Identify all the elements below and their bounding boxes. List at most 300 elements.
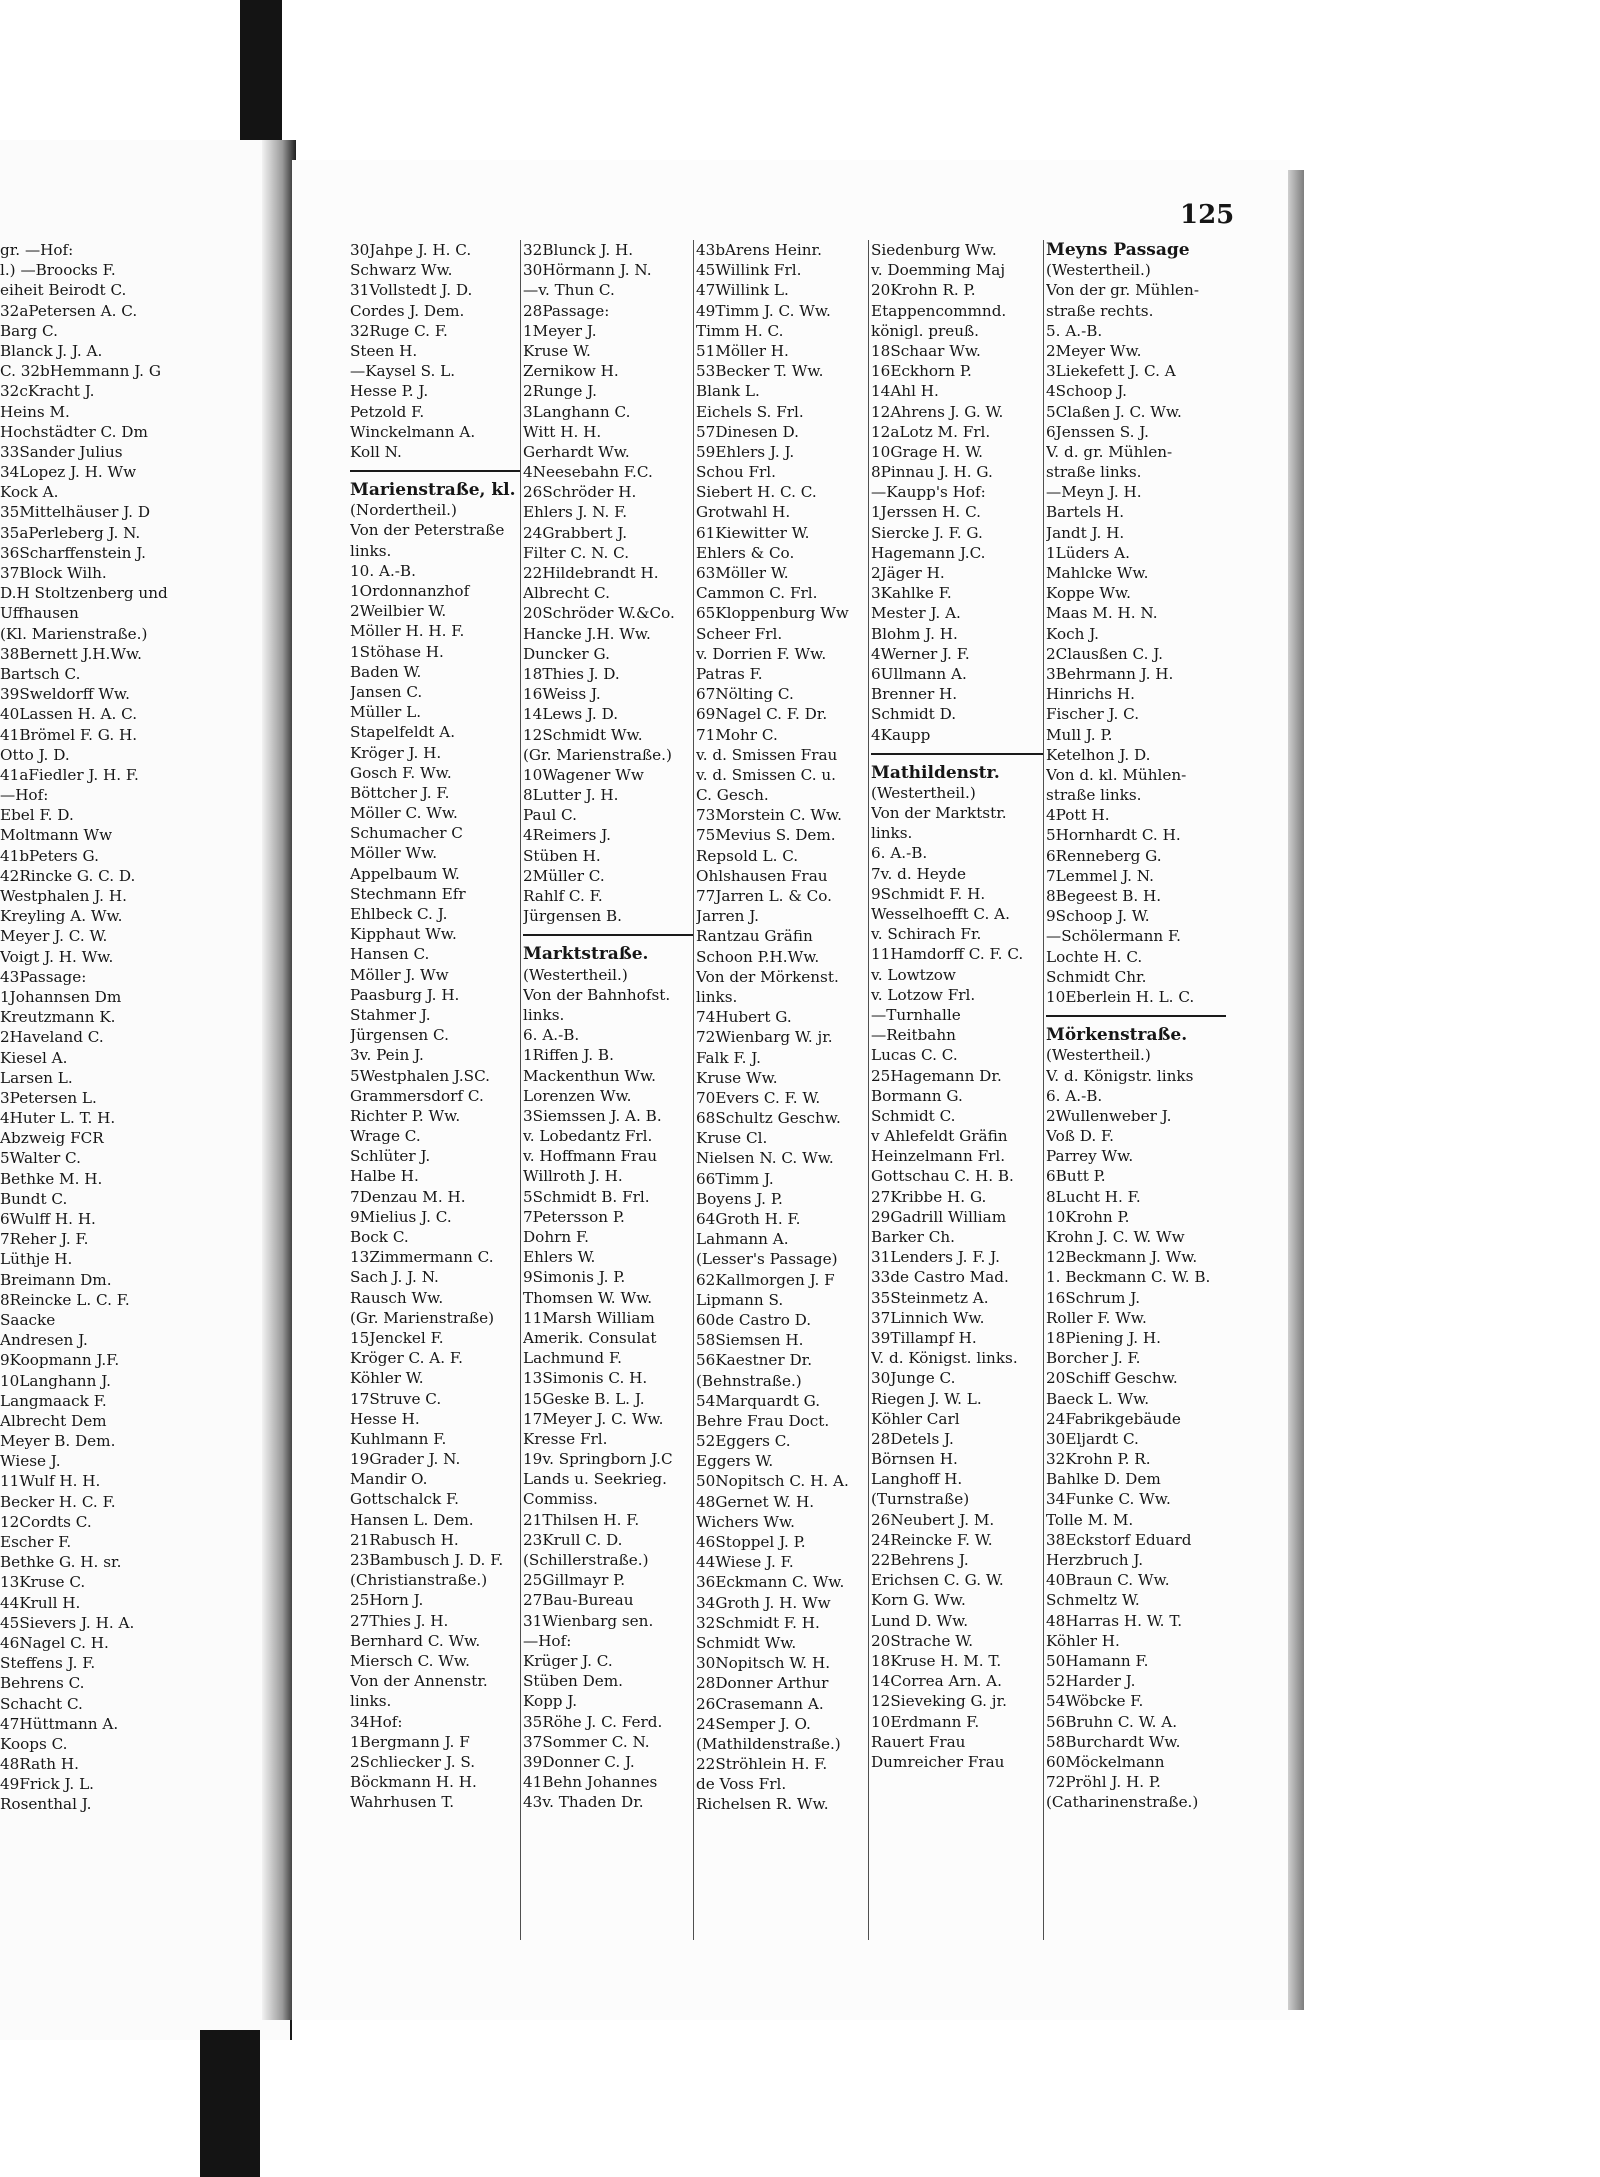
directory-entry: 30Hörmann J. N. — [523, 261, 652, 280]
directory-entry: 30Nopitsch W. H. — [696, 1654, 831, 1673]
directory-entry: Mester J. A. — [871, 604, 961, 623]
directory-entry: Blanck J. J. A. — [0, 341, 103, 360]
directory-column-4 — [871, 240, 1043, 1772]
directory-entry: Ketelhon J. D. — [1046, 745, 1151, 764]
directory-entry: 6. A.-B. — [523, 1026, 580, 1045]
page-number: 125 — [1180, 200, 1235, 230]
directory-entry: eiheit Beirodt C. — [0, 281, 127, 300]
directory-entry: Kruse W. — [523, 341, 591, 360]
column-divider — [868, 240, 869, 1940]
directory-entry: Ehlbeck C. J. — [350, 905, 448, 923]
directory-entry: 27Bau-Bureau — [523, 1591, 634, 1610]
directory-entry: 9Schmidt F. H. — [871, 884, 986, 903]
directory-entry: 9Koopmann J.F. — [0, 1351, 120, 1370]
directory-entry: 26Neubert J. M. — [871, 1510, 995, 1529]
directory-entry: 28Donner Arthur — [696, 1674, 829, 1693]
directory-entry: 74Hubert G. — [696, 1008, 792, 1027]
directory-entry: 1Bergmann J. F — [350, 1732, 470, 1751]
directory-entry: —Hof: — [523, 1631, 572, 1650]
directory-entry: 5. A.-B. — [1046, 321, 1103, 340]
directory-entry: Lorenzen Ww. — [523, 1086, 632, 1105]
directory-entry: 43v. Thaden Dr. — [523, 1793, 644, 1812]
directory-entry: Langmaack F. — [0, 1391, 107, 1410]
directory-entry: 40Braun C. Ww. — [1046, 1571, 1170, 1590]
directory-entry: Uffhausen — [0, 604, 79, 623]
section-divider — [871, 753, 1043, 759]
directory-entry: straße links. — [1046, 786, 1142, 805]
directory-entry: 15Jenckel F. — [350, 1328, 444, 1347]
directory-entry: (Westertheil.) — [1046, 1046, 1151, 1065]
directory-entry: Repsold L. C. — [696, 846, 799, 865]
directory-entry: 8Reincke L. C. F. — [0, 1290, 130, 1309]
directory-entry: 41Behn Johannes — [523, 1773, 658, 1792]
directory-entry: 18Thies J. D. — [523, 664, 620, 683]
directory-entry: 6Jenssen S. J. — [1046, 422, 1149, 441]
directory-entry: 22Behrens J. — [871, 1551, 969, 1569]
directory-entry: 2Meyer Ww. — [1046, 341, 1142, 360]
directory-column-1 — [350, 240, 520, 1812]
directory-entry: 47Hüttmann A. — [0, 1714, 119, 1733]
directory-entry: 20Schröder W.&Co. — [523, 604, 675, 623]
directory-entry: 44Wiese J. F. — [696, 1553, 794, 1572]
directory-entry: Böckmann H. H. — [350, 1773, 477, 1792]
directory-entry: 32cKracht J. — [0, 382, 95, 401]
directory-entry: Hansen L. Dem. — [350, 1510, 474, 1529]
directory-entry: Cammon C. Frl. — [696, 584, 818, 603]
directory-entry: 19v. Springborn J.C — [523, 1450, 673, 1469]
page-edge — [1288, 170, 1304, 2010]
directory-entry: Hesse P. J. — [350, 382, 429, 401]
directory-column-3 — [696, 240, 868, 1815]
directory-entry: 10Grage H. W. — [871, 442, 983, 461]
directory-entry: 35Mittelhäuser J. D — [0, 503, 151, 522]
directory-entry: 1Jerssen H. C. — [871, 503, 981, 522]
directory-entry: Appelbaum W. — [350, 864, 460, 883]
directory-entry: 48Rath H. — [0, 1755, 79, 1774]
directory-entry: Scheer Frl. — [696, 624, 783, 643]
directory-entry: Siedenburg Ww. — [871, 241, 997, 259]
directory-entry: 16Weiss J. — [523, 685, 601, 704]
directory-entry: gr. —Hof: — [0, 241, 74, 259]
directory-entry: 63Möller W. — [696, 564, 789, 582]
directory-entry: Mahlcke Ww. — [1046, 564, 1149, 582]
book-spine-bottom — [200, 2030, 260, 2177]
street-heading: Mathildenstr. — [871, 762, 1000, 783]
directory-column-5 — [1046, 240, 1226, 1812]
directory-entry: l.) —Broocks F. — [0, 261, 116, 280]
directory-entry: Hansen C. — [350, 945, 430, 964]
directory-entry: 1. Beckmann C. W. B. — [1046, 1268, 1211, 1287]
directory-entry: 14Correa Arn. A. — [871, 1672, 1002, 1691]
directory-entry: 58Siemsen H. — [696, 1331, 804, 1350]
directory-entry: Abzweig FCR — [0, 1129, 104, 1148]
directory-entry: Börnsen H. — [871, 1450, 958, 1469]
directory-entry: 33de Castro Mad. — [871, 1268, 1009, 1287]
directory-entry: Gottschalck F. — [350, 1490, 460, 1509]
directory-entry: 2Schliecker J. S. — [350, 1752, 476, 1771]
directory-entry: 7Reher J. F. — [0, 1230, 89, 1249]
directory-entry: Paasburg J. H. — [350, 985, 460, 1004]
directory-entry: Saacke — [0, 1310, 56, 1329]
directory-entry: 23Krull C. D. — [523, 1530, 623, 1549]
directory-entry: 67Nölting C. — [696, 685, 794, 704]
directory-entry: 32Ruge C. F. — [350, 321, 448, 340]
directory-entry: —Reitbahn — [871, 1026, 956, 1045]
directory-entry: 56Bruhn C. W. A. — [1046, 1712, 1178, 1731]
directory-entry: 73Morstein C. Ww. — [696, 806, 842, 825]
directory-entry: Baden W. — [350, 662, 422, 681]
directory-entry: 16Eckhorn P. — [871, 362, 972, 381]
directory-entry: 3v. Pein J. — [350, 1046, 424, 1065]
directory-entry: 48Harras H. W. T. — [1046, 1611, 1183, 1630]
directory-entry: Thomsen W. Ww. — [523, 1288, 653, 1307]
directory-entry: 7Lemmel J. N. — [1046, 866, 1154, 885]
directory-entry: Paul C. — [523, 806, 577, 825]
directory-entry: Becker H. C. F. — [0, 1492, 116, 1511]
directory-entry: Kreutzmann K. — [0, 1008, 116, 1027]
directory-entry: Patras F. — [696, 664, 763, 683]
directory-entry: 37Linnich Ww. — [871, 1308, 985, 1327]
directory-entry: v. Lowtzow — [871, 965, 956, 984]
directory-entry: Kresse Frl. — [523, 1429, 608, 1448]
directory-entry: Schmeltz W. — [1046, 1591, 1140, 1610]
directory-entry: Commiss. — [523, 1490, 598, 1509]
directory-entry: 43bArens Heinr. — [696, 241, 822, 259]
directory-entry: Krohn J. C. W. Ww — [1046, 1228, 1185, 1246]
directory-entry: 1Johannsen Dm — [0, 987, 122, 1006]
directory-entry: 50Nopitsch C. H. A. — [696, 1472, 849, 1491]
directory-entry: Lund D. Ww. — [871, 1611, 969, 1630]
directory-entry: 23Bambusch J. D. F. — [350, 1551, 504, 1569]
directory-entry: 31Lenders J. F. J. — [871, 1248, 1000, 1267]
directory-entry: 38Bernett J.H.Ww. — [0, 644, 142, 663]
directory-entry: v Ahlefeldt Gräfin — [871, 1127, 1008, 1146]
directory-entry: 6Ullmann A. — [871, 664, 967, 683]
directory-entry: Escher F. — [0, 1533, 72, 1551]
directory-entry: 17Struve C. — [350, 1389, 442, 1408]
directory-entry: 32Schmidt F. H. — [696, 1613, 820, 1632]
directory-entry: 17Meyer J. C. Ww. — [523, 1409, 664, 1428]
directory-entry: 10. A.-B. — [350, 561, 416, 580]
directory-entry: 20Strache W. — [871, 1631, 974, 1650]
directory-entry: 43Passage: — [0, 967, 87, 986]
directory-entry: Bethke M. H. — [0, 1169, 103, 1188]
directory-entry: (Kl. Marienstraße.) — [0, 624, 148, 643]
directory-entry: 12aLotz M. Frl. — [871, 422, 991, 441]
directory-entry: Jansen C. — [350, 682, 423, 701]
directory-entry: 8Begeest B. H. — [1046, 887, 1162, 905]
directory-entry: 45Willink Frl. — [696, 261, 802, 280]
directory-entry: Hancke J.H. Ww. — [523, 624, 651, 643]
directory-entry: Jarren J. — [696, 907, 759, 926]
directory-entry: 26Schröder H. — [523, 483, 637, 502]
directory-entry: Köhler H. — [1046, 1631, 1120, 1650]
directory-entry: —Hof: — [0, 786, 49, 805]
directory-entry: 7v. d. Heyde — [871, 864, 966, 883]
directory-entry: Maas M. H. N. — [1046, 604, 1158, 623]
directory-entry: 5Schmidt B. Frl. — [523, 1187, 650, 1206]
directory-entry: v. d. Smissen Frau — [696, 745, 838, 764]
directory-entry: Lucas C. C. — [871, 1046, 958, 1065]
directory-entry: 24Reincke F. W. — [871, 1530, 993, 1549]
directory-entry: 3Siemssen J. A. B. — [523, 1106, 662, 1125]
directory-entry: Lochte H. C. — [1046, 947, 1143, 966]
directory-entry: Mull J. P. — [1046, 725, 1113, 744]
directory-entry: Parrey Ww. — [1046, 1147, 1134, 1166]
directory-entry: v. Doemming Maj — [871, 261, 1006, 280]
directory-entry: 37Block Wilh. — [0, 564, 107, 582]
directory-entry: 6. A.-B. — [871, 844, 928, 863]
directory-entry: 11Marsh William — [523, 1308, 655, 1327]
directory-entry: 30Eljardt C. — [1046, 1429, 1139, 1448]
directory-entry: 22Hildebrandt H. — [523, 564, 659, 582]
directory-entry: Stapelfeldt A. — [350, 723, 456, 742]
directory-entry: Voß D. F. — [1046, 1127, 1114, 1146]
directory-entry: Barg C. — [0, 321, 58, 340]
directory-entry: Bartels H. — [1046, 503, 1125, 522]
street-heading: Meyns Passage — [1046, 240, 1190, 260]
directory-entry: 64Groth H. F. — [696, 1210, 801, 1228]
directory-entry: links. — [523, 1005, 565, 1024]
directory-entry: Siercke J. F. G. — [871, 523, 983, 542]
directory-entry: Koops C. — [0, 1734, 68, 1753]
directory-entry: königl. preuß. — [871, 321, 979, 340]
directory-entry: 10Wagener Ww — [523, 765, 644, 784]
directory-entry: 47Willink L. — [696, 281, 789, 300]
directory-entry: Steffens J. F. — [0, 1654, 96, 1673]
directory-entry: v. Lobedantz Frl. — [523, 1127, 653, 1146]
directory-entry: Bahlke D. Dem — [1046, 1470, 1161, 1489]
directory-entry: Zernikow H. — [523, 362, 619, 381]
directory-entry: 11Wulf H. H. — [0, 1472, 101, 1491]
directory-entry: 19Grader J. N. — [350, 1450, 461, 1469]
directory-entry: 41bPeters G. — [0, 846, 99, 865]
directory-entry: Mackenthun Ww. — [523, 1066, 656, 1085]
directory-entry: Hochstädter C. Dm — [0, 422, 148, 441]
directory-entry: 4Neesebahn F.C. — [523, 463, 653, 482]
directory-entry: Behre Frau Doct. — [696, 1411, 830, 1430]
directory-entry: Gottschau C. H. B. — [871, 1167, 1014, 1186]
directory-entry: Rosenthal J. — [0, 1795, 92, 1814]
directory-entry: Dohrn F. — [523, 1228, 589, 1246]
directory-entry: links. — [696, 987, 738, 1006]
directory-entry: links. — [350, 1692, 392, 1711]
section-divider — [350, 470, 520, 476]
directory-entry: 1Lüders A. — [1046, 543, 1130, 562]
directory-entry: —Meyn J. H. — [1046, 483, 1142, 502]
directory-entry: 3Behrmann J. H. — [1046, 664, 1174, 683]
directory-entry: Bethke G. H. sr. — [0, 1553, 122, 1572]
directory-entry: 25Horn J. — [350, 1591, 424, 1610]
directory-entry: 59Ehlers J. J. — [696, 442, 795, 461]
directory-entry: Möller H. H. F. — [350, 622, 465, 641]
directory-entry: 12Ahrens J. G. W. — [871, 402, 1004, 421]
directory-entry: 6. A.-B. — [1046, 1086, 1103, 1105]
directory-entry: 54Wöbcke F. — [1046, 1692, 1144, 1711]
directory-entry: 1Riffen J. B. — [523, 1046, 614, 1065]
street-heading: Marktstraße. — [523, 944, 649, 965]
directory-entry: 29Gadrill William — [871, 1207, 1007, 1226]
directory-entry: 18Kruse H. M. T. — [871, 1651, 1002, 1670]
directory-entry: Voigt J. H. Ww. — [0, 947, 114, 966]
directory-entry: Larsen L. — [0, 1068, 73, 1087]
directory-entry: 6Wulff H. H. — [0, 1210, 96, 1228]
directory-entry: Stahmer J. — [350, 1005, 431, 1024]
directory-entry: 13Simonis C. H. — [523, 1369, 648, 1388]
directory-entry: Tolle M. M. — [1046, 1510, 1134, 1529]
directory-entry: 9Simonis J. P. — [523, 1268, 626, 1287]
directory-entry: Riegen J. W. L. — [871, 1389, 982, 1408]
directory-entry: V. d. Königst. links. — [871, 1349, 1018, 1368]
directory-entry: Borcher J. F. — [1046, 1349, 1141, 1368]
directory-entry: 4Huter L. T. H. — [0, 1109, 116, 1128]
directory-entry: 39Donner C. J. — [523, 1752, 635, 1771]
directory-entry: 2Jäger H. — [871, 564, 945, 582]
directory-entry: Halbe H. — [350, 1167, 419, 1186]
directory-entry: Von der Marktstr. — [871, 804, 1007, 823]
directory-entry: 39Sweldorff Ww. — [0, 685, 130, 704]
directory-entry: Wahrhusen T. — [350, 1793, 455, 1812]
directory-entry: Breimann Dm. — [0, 1270, 112, 1289]
directory-entry: Kreyling A. Ww. — [0, 907, 123, 926]
directory-entry: 69Nagel C. F. Dr. — [696, 705, 828, 724]
directory-entry: Möller C. Ww. — [350, 804, 458, 823]
directory-entry: Barker Ch. — [871, 1228, 955, 1246]
directory-entry: Mandir O. — [350, 1470, 428, 1489]
directory-entry: (Schillerstraße.) — [523, 1551, 649, 1569]
directory-entry: Siebert H. C. C. — [696, 483, 817, 502]
directory-entry: 40Lassen H. A. C. — [0, 705, 138, 724]
directory-entry: C. 32bHemmann J. G — [0, 362, 161, 381]
directory-entry: Gerhardt Ww. — [523, 442, 630, 461]
directory-entry: 14Ahl H. — [871, 382, 939, 401]
directory-entry: 35Röhe J. C. Ferd. — [523, 1712, 663, 1731]
directory-entry: Rauert Frau — [871, 1732, 966, 1751]
directory-entry: Kipphaut Ww. — [350, 925, 457, 944]
directory-entry: 21Rabusch H. — [350, 1530, 459, 1549]
directory-entry: 4Kaupp — [871, 725, 931, 744]
directory-entry: 56Kaestner Dr. — [696, 1351, 813, 1370]
directory-entry: Stechmann Efr — [350, 884, 466, 903]
directory-entry: Kuhlmann F. — [350, 1429, 447, 1448]
directory-entry: Roller F. Ww. — [1046, 1308, 1147, 1327]
directory-entry: v. Lotzow Frl. — [871, 985, 976, 1004]
directory-entry: 5Westphalen J.SC. — [350, 1066, 490, 1085]
directory-entry: Schoon P.H.Ww. — [696, 947, 820, 966]
directory-entry: 58Burchardt Ww. — [1046, 1732, 1181, 1751]
directory-entry: Von der gr. Mühlen- — [1046, 281, 1199, 300]
directory-entry: Erichsen C. G. W. — [871, 1571, 1004, 1590]
street-heading: Mörkenstraße. — [1046, 1025, 1188, 1046]
directory-entry: 31Wienbarg sen. — [523, 1611, 654, 1630]
directory-entry: Von der Annenstr. — [350, 1672, 488, 1691]
directory-entry: 1Meyer J. — [523, 321, 597, 340]
directory-entry: Fischer J. C. — [1046, 705, 1140, 724]
directory-entry: 24Fabrikgebäude — [1046, 1409, 1181, 1428]
directory-entry: 10Krohn P. — [1046, 1207, 1130, 1226]
directory-entry: Rausch Ww. — [350, 1288, 444, 1307]
directory-entry: Kiesel A. — [0, 1048, 68, 1067]
directory-entry: Andresen J. — [0, 1331, 88, 1350]
section-divider — [523, 934, 693, 940]
left-page-column — [0, 240, 262, 1815]
directory-entry: Winckelmann A. — [350, 422, 476, 441]
directory-entry: de Voss Frl. — [696, 1775, 787, 1794]
directory-entry: Kruse Cl. — [696, 1129, 768, 1148]
directory-entry: 9Mielius J. C. — [350, 1207, 452, 1226]
directory-entry: Lüthje H. — [0, 1250, 73, 1269]
directory-entry: 11Hamdorff C. F. C. — [871, 945, 1024, 964]
directory-entry: 25Gillmayr P. — [523, 1571, 626, 1590]
directory-entry: (Catharinenstraße.) — [1046, 1793, 1199, 1812]
directory-entry: 72Pröhl J. H. P. — [1046, 1773, 1161, 1792]
directory-entry: Steen H. — [350, 341, 418, 360]
directory-entry: links. — [871, 824, 913, 843]
directory-entry: 3Liekefett J. C. A — [1046, 362, 1176, 381]
directory-entry: 21Thilsen H. F. — [523, 1510, 640, 1529]
directory-entry: 8Pinnau J. H. G. — [871, 463, 993, 482]
directory-entry: Eichels S. Frl. — [696, 402, 804, 421]
directory-entry: Richter P. Ww. — [350, 1106, 461, 1125]
directory-entry: Von der Bahnhofst. — [523, 985, 671, 1004]
directory-entry: 27Kribbe H. G. — [871, 1187, 987, 1206]
directory-entry: 2Runge J. — [523, 382, 597, 401]
directory-entry: 35aPerleberg J. N. — [0, 523, 141, 542]
directory-entry: 46Nagel C. H. — [0, 1633, 109, 1652]
directory-entry: 8Lutter J. H. — [523, 786, 619, 805]
directory-entry: Wrage C. — [350, 1127, 421, 1146]
book-gutter — [262, 140, 296, 2020]
directory-entry: Cordes J. Dem. — [350, 301, 465, 320]
directory-entry: 42Rincke G. C. D. — [0, 866, 136, 885]
directory-entry: 5Claßen J. C. Ww. — [1046, 402, 1182, 421]
directory-entry: 30Junge C. — [871, 1369, 956, 1388]
directory-entry: 20Schiff Geschw. — [1046, 1369, 1178, 1388]
directory-entry: 28Passage: — [523, 301, 610, 320]
directory-entry: Richelsen R. Ww. — [696, 1795, 829, 1814]
directory-entry: 28Detels J. — [871, 1429, 954, 1448]
directory-entry: Hagemann J.C. — [871, 543, 986, 562]
directory-entry: Timm H. C. — [696, 321, 784, 340]
directory-entry: Koll N. — [350, 442, 402, 461]
directory-entry: Von d. kl. Mühlen- — [1046, 765, 1187, 784]
directory-entry: 34Funke C. Ww. — [1046, 1490, 1171, 1509]
directory-entry: 37Sommer C. N. — [523, 1732, 650, 1751]
directory-entry: 61Kiewitter W. — [696, 523, 810, 542]
directory-entry: Langhoff H. — [871, 1470, 963, 1489]
directory-entry: Sach J. J. N. — [350, 1268, 439, 1287]
directory-entry: Miersch C. Ww. — [350, 1651, 470, 1670]
directory-entry: Petzold F. — [350, 402, 425, 421]
directory-entry: —v. Thun C. — [523, 281, 615, 300]
directory-entry: Wesselhoefft C. A. — [871, 905, 1010, 923]
directory-entry: (Turnstraße) — [871, 1490, 970, 1509]
directory-entry: Schlüter J. — [350, 1147, 431, 1166]
directory-entry: 34Hof: — [350, 1712, 403, 1731]
directory-entry: 75Mevius S. Dem. — [696, 826, 836, 845]
directory-entry: Lachmund F. — [523, 1349, 622, 1368]
directory-entry: Otto J. D. — [0, 745, 70, 764]
directory-entry: Wiese J. — [0, 1452, 61, 1471]
directory-entry: (Westertheil.) — [871, 783, 976, 802]
directory-entry: 6Butt P. — [1046, 1167, 1106, 1186]
directory-entry: 4Werner J. F. — [871, 644, 970, 663]
directory-entry: 52Harder J. — [1046, 1672, 1136, 1691]
directory-entry: v. d. Smissen C. u. — [696, 765, 837, 784]
directory-entry: 10Eberlein H. L. C. — [1046, 987, 1195, 1006]
directory-entry: Meyer B. Dem. — [0, 1432, 116, 1451]
directory-entry: Böttcher J. F. — [350, 783, 450, 802]
